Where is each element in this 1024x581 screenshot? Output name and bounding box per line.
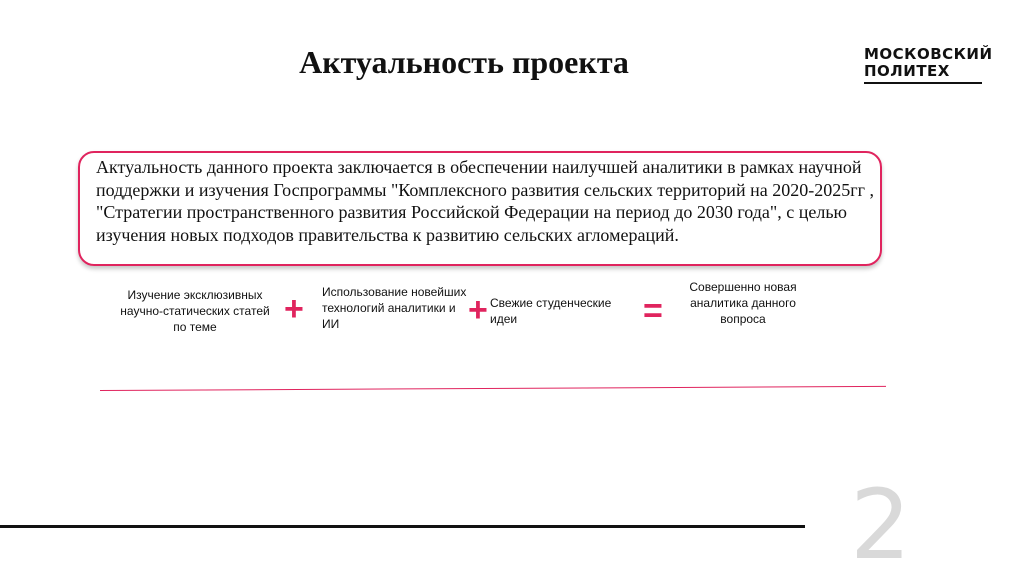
logo-underline	[864, 82, 982, 84]
equation-item-ideas: Свежие студенческие идеи	[490, 296, 612, 326]
equals-sign: =	[643, 292, 663, 330]
footer-rule	[0, 525, 805, 528]
plus-sign-1: +	[284, 290, 304, 328]
equation-item-articles: Изучение эксклюзивных научно-статических статей по теме	[120, 288, 270, 334]
logo-line-1: МОСКОВСКИЙ	[864, 45, 993, 63]
slide-title: Актуальность проекта	[299, 44, 629, 80]
page-number: 2	[850, 469, 912, 581]
equation-item-technologies: Использование новейших технологий аналитики и ИИ	[322, 285, 467, 331]
equation-result: Совершенно новая аналитика данного вопроса	[689, 280, 797, 326]
plus-sign-2: +	[468, 291, 488, 329]
mospolytech-logo	[864, 45, 993, 84]
accent-divider	[100, 386, 886, 391]
logo-line-2: ПОЛИТЕХ	[864, 62, 950, 80]
description-text: Актуальность данного проекта заключается в обеспечении наилучшей аналитики в рамках научной поддержки и изучения Госпрограммы "Комплексного развития сельских территорий на 2020-2025гг , "Стратегии пространственного развития Российской Федерации на период до 2030 года", с целью изучения новых подходов правительства к развитию сельских агломераций.	[96, 157, 874, 245]
